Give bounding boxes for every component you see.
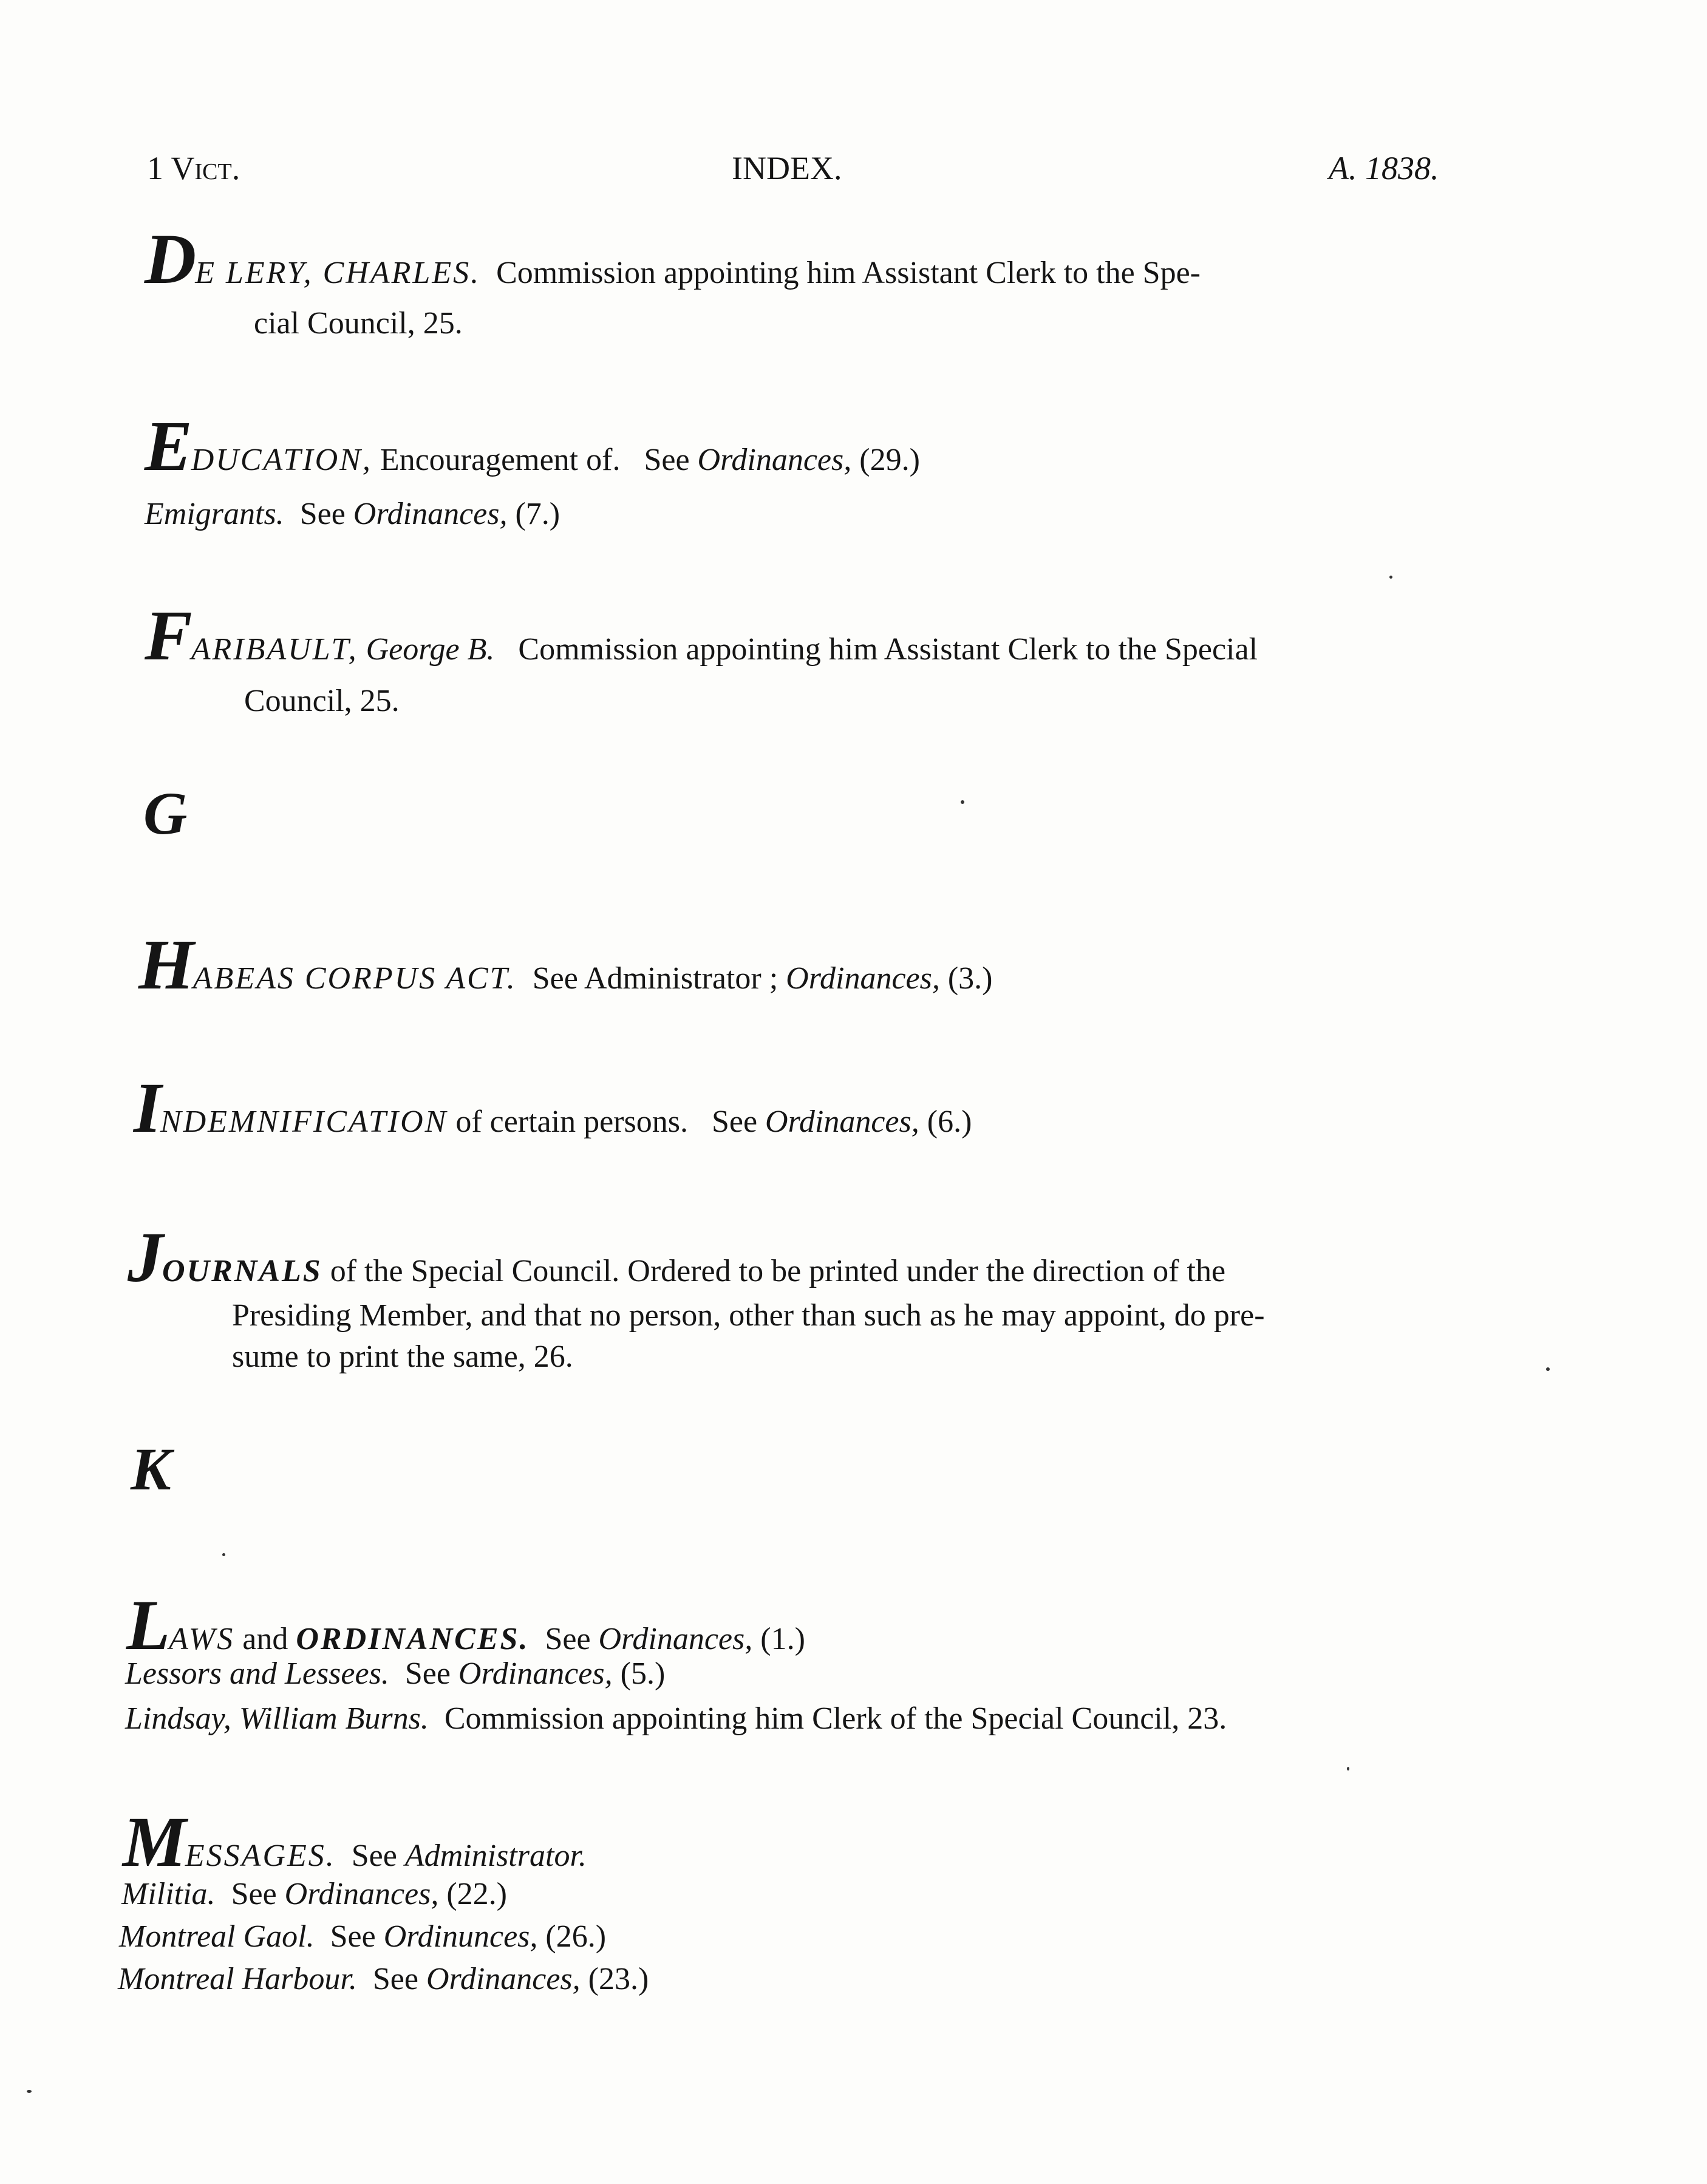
scan-speck (961, 800, 964, 804)
entry-text: See Administrator ; (532, 961, 779, 996)
drop-initial-d: D (145, 219, 196, 299)
entry-faribault-continuation: Council, 25. (244, 684, 400, 718)
drop-initial-l: L (126, 1585, 169, 1665)
section-letter-g: G (143, 780, 188, 847)
entry-heading: ARIBAULT, (191, 632, 358, 667)
cross-reference: Ordinances, (765, 1104, 919, 1139)
see-word: See (644, 443, 690, 477)
cross-reference: Ordinances, (353, 497, 508, 531)
cross-reference: Administrator. (404, 1839, 587, 1873)
see-word: See (711, 1104, 758, 1139)
reference-number: (1.) (760, 1622, 805, 1656)
entry-heading: OURNALS (162, 1254, 322, 1288)
cross-reference: Ordinunces, (383, 1919, 538, 1954)
entry-text: Commission appointing him Assistant Clerk to the Special (518, 632, 1258, 667)
see-word: See (351, 1839, 397, 1873)
entry-messages (123, 1802, 587, 1882)
scan-speck (1389, 576, 1392, 579)
entry-text: of certain persons. (455, 1104, 688, 1139)
scan-speck (222, 1553, 225, 1556)
entry-heading: ESSAGES. (185, 1839, 336, 1873)
entry-heading-2: ORDINANCES. (296, 1622, 530, 1656)
entry-emigrants (145, 493, 560, 536)
entry-conjunction: and (242, 1622, 288, 1656)
scan-speck (1546, 1367, 1550, 1371)
header-title: INDEX. (732, 150, 842, 186)
see-word: See (545, 1622, 591, 1656)
entry-term: Emigrants. (145, 497, 284, 531)
entry-militia (121, 1873, 507, 1916)
entry-text: of the Special Council. Ordered to be printed under the direction of the (330, 1254, 1226, 1288)
entry-education (145, 406, 920, 486)
cross-reference: Ordinances, (426, 1962, 581, 1996)
see-word: See (330, 1919, 376, 1954)
entry-text: Encouragement of. (380, 443, 621, 477)
reference-number: (22.) (446, 1877, 507, 1911)
entry-heading: E LERY, CHARLES. (195, 256, 481, 290)
entry-text: Commission appointing him Clerk of the Special Council, 23. (444, 1701, 1227, 1736)
see-word: See (404, 1656, 451, 1691)
header-year-text: A. 1838. (1329, 150, 1439, 186)
entry-faribault (145, 596, 1258, 675)
entry-journals-continuation-1: Presiding Member, and that no person, other than such as he may appoint, do pre- (232, 1298, 1265, 1333)
see-word: See (372, 1962, 418, 1996)
entry-journals-continuation-2: sume to print the same, 26. (232, 1339, 573, 1374)
header-year (1329, 152, 1439, 185)
cross-reference: Ordinances, (284, 1877, 439, 1911)
reference-number: (5.) (620, 1656, 666, 1691)
entry-lindsay (125, 1698, 1227, 1740)
section-letter-k: K (131, 1435, 171, 1503)
cross-reference: Ordinances, (458, 1656, 613, 1691)
entry-term: Lessors and Lessees. (125, 1656, 389, 1691)
entry-journals (128, 1217, 1226, 1297)
entry-term: Militia. (121, 1877, 216, 1911)
entry-lessors (125, 1653, 665, 1695)
reference-number: (3.) (947, 961, 993, 996)
cross-reference: Ordinances, (697, 443, 852, 477)
scan-speck (27, 2090, 32, 2093)
reference-number: (23.) (588, 1962, 649, 1996)
drop-initial-f: F (145, 596, 191, 675)
cross-reference: Ordinances, (598, 1622, 753, 1656)
entry-name: George B. (366, 632, 495, 667)
entry-montreal-gaol (119, 1916, 606, 1958)
entry-heading: AWS (169, 1622, 235, 1656)
entry-heading: ABEAS CORPUS ACT. (193, 961, 517, 996)
reference-number: (26.) (545, 1919, 607, 1954)
entry-indemnification (134, 1068, 972, 1148)
reference-number: (29.) (859, 443, 920, 477)
entry-text: Commission appointing him Assistant Clerk to the Spe- (496, 256, 1201, 290)
entry-de-lery (145, 219, 1201, 299)
drop-initial-i: I (134, 1068, 160, 1148)
entry-de-lery-continuation: cial Council, 25. (254, 306, 463, 341)
header-regnal-year: 1 Vict. (147, 150, 240, 186)
drop-initial-e: E (145, 406, 191, 486)
see-word: See (231, 1877, 277, 1911)
see-word: See (299, 497, 346, 531)
entry-heading: NDEMNIFICATION (160, 1104, 448, 1139)
drop-initial-h: H (138, 925, 193, 1004)
entry-laws-and-ordinances (126, 1585, 805, 1665)
entry-montreal-harbour (118, 1958, 649, 2001)
drop-initial-j: J (128, 1217, 162, 1297)
drop-initial-m: M (123, 1802, 185, 1882)
entry-term: Lindsay, William Burns. (125, 1701, 429, 1736)
entry-habeas-corpus (138, 925, 993, 1004)
entry-heading: DUCATION, (191, 443, 372, 477)
scan-speck (1347, 1767, 1349, 1771)
reference-number: (6.) (927, 1104, 972, 1139)
entry-term: Montreal Harbour. (118, 1962, 357, 1996)
entry-term: Montreal Gaol. (119, 1919, 315, 1954)
reference-number: (7.) (515, 497, 560, 531)
cross-reference: Ordinances, (786, 961, 940, 996)
